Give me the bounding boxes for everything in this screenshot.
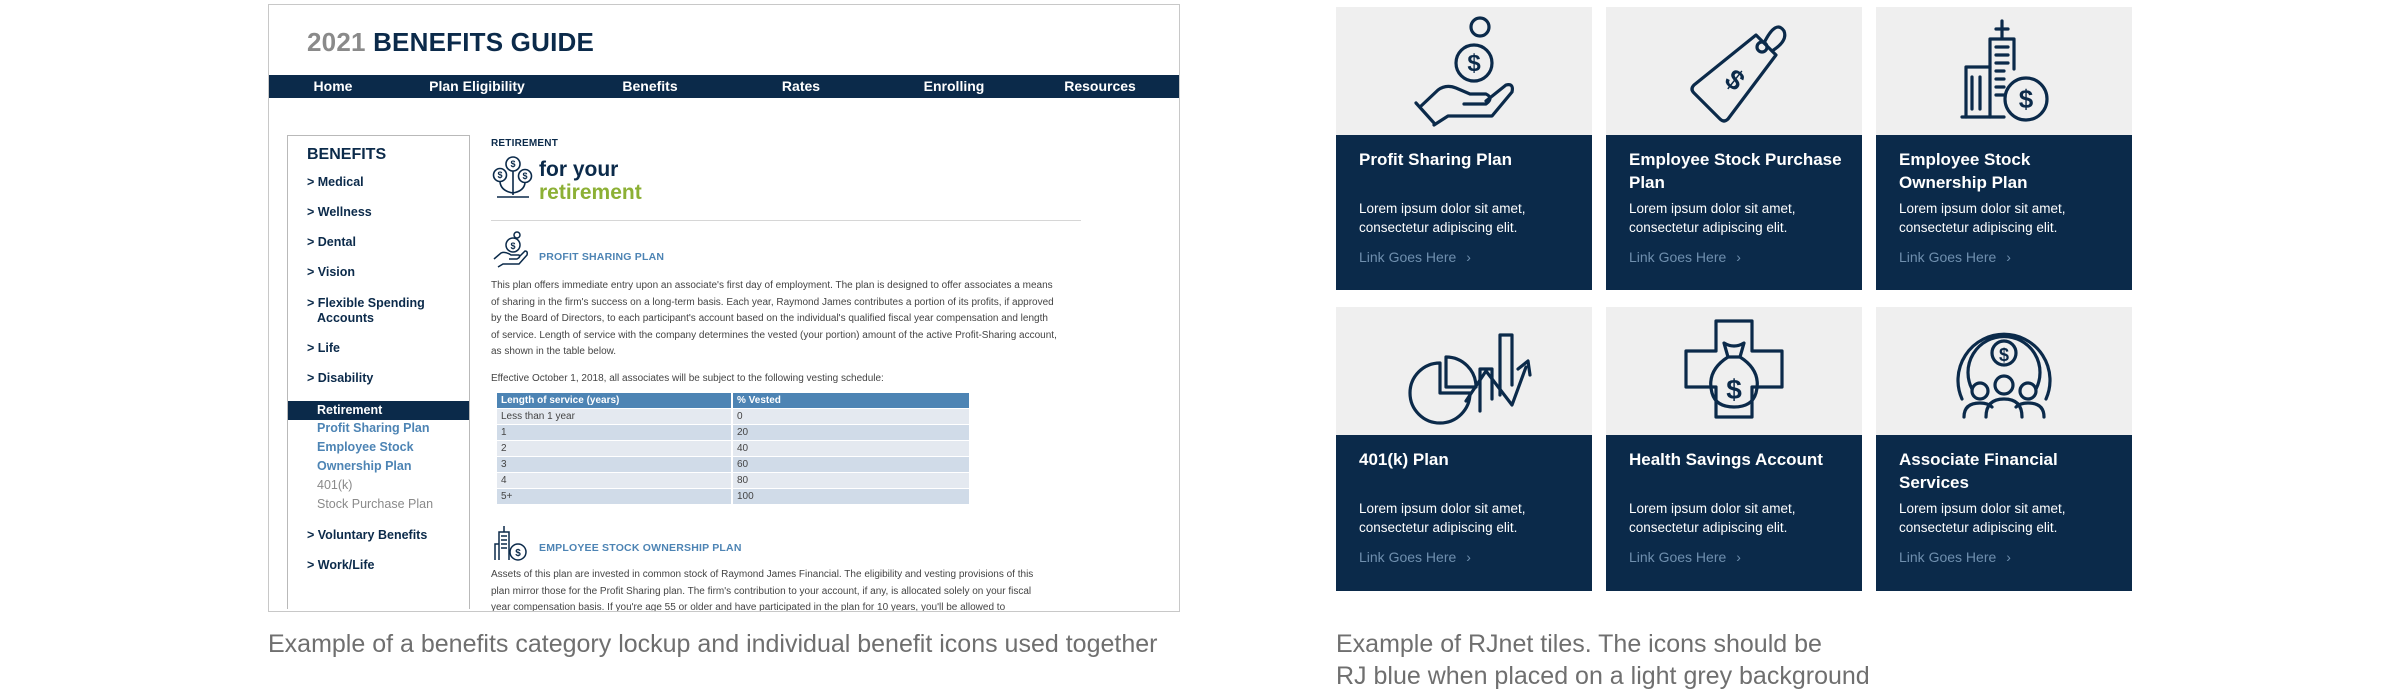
tile-link-label: Link Goes Here bbox=[1359, 549, 1457, 565]
tile-icon-area bbox=[1336, 307, 1592, 435]
svg-text:$: $ bbox=[510, 159, 516, 169]
sidebar-item-flexible-spending[interactable]: > Flexible Spending bbox=[307, 296, 425, 310]
table-cell: 60 bbox=[733, 457, 969, 472]
svg-text:$: $ bbox=[1726, 374, 1742, 405]
esop-paragraph bbox=[491, 567, 1081, 612]
tile-title: Associate Financial Services bbox=[1899, 450, 2058, 492]
tile-title: Employee Stock Ownership Plan bbox=[1899, 150, 2031, 192]
tile-body bbox=[1606, 135, 1862, 290]
chevron-right-icon: › bbox=[1466, 249, 1471, 265]
tile-link[interactable] bbox=[1359, 549, 1471, 565]
tile-link[interactable] bbox=[1359, 249, 1471, 265]
lockup-line-1: for your bbox=[539, 158, 619, 181]
tile-icon-area bbox=[1336, 7, 1592, 135]
table-cell: Less than 1 year bbox=[497, 409, 733, 424]
lockup-line-2: retirement bbox=[539, 181, 642, 204]
table-row bbox=[497, 489, 969, 504]
table-cell: 4 bbox=[497, 473, 733, 488]
svg-text:$: $ bbox=[497, 170, 503, 180]
table-cell: 100 bbox=[733, 489, 969, 504]
benefits-sidebar bbox=[287, 135, 470, 609]
tile-icon-area bbox=[1876, 307, 2132, 435]
tile-body bbox=[1606, 435, 1862, 591]
tile-description: Lorem ipsum dolor sit amet, consectetur adipiscing elit. bbox=[1899, 201, 2066, 235]
sidebar-sub-401k[interactable]: 401(k) bbox=[317, 478, 353, 492]
tile-description: Lorem ipsum dolor sit amet, consectetur adipiscing elit. bbox=[1629, 501, 1796, 535]
caption-right-line-1: Example of RJnet tiles. The icons should be bbox=[1336, 630, 1822, 658]
nav-benefits[interactable]: Benefits bbox=[622, 78, 678, 94]
caption-right-line-2: RJ blue when placed on a light grey background bbox=[1336, 662, 1870, 690]
paragraph-line: as shown in the table below. bbox=[491, 346, 617, 357]
sidebar-sub-profit-sharing[interactable]: Profit Sharing Plan bbox=[317, 421, 430, 435]
sidebar-item-flexible-spending-cont[interactable]: Accounts bbox=[317, 311, 374, 325]
tile-link[interactable] bbox=[1899, 249, 2011, 265]
guide-title bbox=[307, 27, 594, 58]
nav-enrolling[interactable]: Enrolling bbox=[923, 78, 985, 94]
nav-home[interactable]: Home bbox=[313, 78, 353, 94]
tile-link[interactable] bbox=[1899, 549, 2011, 565]
sidebar-sub-ownership-plan[interactable]: Ownership Plan bbox=[317, 459, 412, 473]
paragraph-line: Assets of this plan are invested in common stock of Raymond James Financial. The eligibility and vesting provisions of this bbox=[491, 569, 1034, 580]
svg-text:$: $ bbox=[1467, 50, 1481, 77]
nav-rates[interactable]: Rates bbox=[781, 78, 821, 94]
cross-money-bag-icon bbox=[1606, 307, 1862, 435]
sidebar-item-disability[interactable]: > Disability bbox=[307, 371, 374, 385]
sidebar-sub-stock-purchase[interactable]: Stock Purchase Plan bbox=[317, 497, 434, 511]
tile-icon-area bbox=[1876, 7, 2132, 135]
tile-link-label: Link Goes Here bbox=[1629, 549, 1727, 565]
pie-bar-chart-icon bbox=[1336, 307, 1592, 435]
people-coin-icon bbox=[1876, 307, 2132, 435]
table-row bbox=[497, 457, 969, 472]
tile-description: Lorem ipsum dolor sit amet, consectetur adipiscing elit. bbox=[1359, 201, 1526, 235]
sidebar-item-voluntary-benefits[interactable]: > Voluntary Benefits bbox=[307, 528, 428, 542]
tile-description: Lorem ipsum dolor sit amet, consectetur adipiscing elit. bbox=[1629, 201, 1796, 235]
sidebar-item-dental[interactable]: > Dental bbox=[307, 235, 356, 249]
table-cell: 40 bbox=[733, 441, 969, 456]
tile-title: Employee Stock Purchase Plan bbox=[1629, 150, 1842, 192]
benefits-guide-mockup bbox=[268, 4, 1180, 612]
building-coin-icon bbox=[1876, 7, 2132, 135]
tile-link-label: Link Goes Here bbox=[1899, 549, 1997, 565]
table-header: % Vested bbox=[733, 393, 969, 408]
paragraph-line: of service. Length of service with the company determines the vested (your portion) amount of the active Profit-Sharing account, bbox=[491, 329, 1057, 341]
tile-link-label: Link Goes Here bbox=[1629, 249, 1727, 265]
sidebar-item-medical[interactable]: > Medical bbox=[307, 175, 364, 189]
nav-plan-eligibility[interactable]: Plan Eligibility bbox=[429, 78, 525, 94]
tile-body bbox=[1336, 435, 1592, 591]
sidebar-item-life[interactable]: > Life bbox=[307, 341, 340, 355]
svg-text:$: $ bbox=[1719, 62, 1751, 97]
tile-title: Profit Sharing Plan bbox=[1359, 150, 1513, 169]
tile-body bbox=[1336, 135, 1592, 290]
table-header: Length of service (years) bbox=[497, 393, 733, 408]
chevron-right-icon: › bbox=[1736, 249, 1741, 265]
section-label: RETIREMENT bbox=[491, 138, 558, 149]
table-row bbox=[497, 409, 969, 424]
sidebar-item-vision[interactable]: > Vision bbox=[307, 265, 356, 279]
chevron-right-icon: › bbox=[2006, 549, 2011, 565]
profit-sharing-paragraph bbox=[491, 278, 1081, 361]
tile-link-label: Link Goes Here bbox=[1899, 249, 1997, 265]
building-coin-small-icon bbox=[491, 522, 531, 562]
effective-note: Effective October 1, 2018, all associates will be subject to the following vesting schedule: bbox=[491, 373, 884, 384]
price-tag-dollar-icon bbox=[1606, 7, 1862, 135]
guide-title-year: 2021 bbox=[307, 27, 366, 57]
tile-description: Lorem ipsum dolor sit amet, consectetur adipiscing elit. bbox=[1359, 501, 1526, 535]
sidebar-item-work-life[interactable]: > Work/Life bbox=[307, 558, 375, 572]
tile-title: 401(k) Plan bbox=[1359, 450, 1449, 469]
tile-icon-area bbox=[1606, 7, 1862, 135]
svg-text:$: $ bbox=[2018, 84, 2034, 114]
table-header-row bbox=[497, 393, 969, 408]
table-cell: 20 bbox=[733, 425, 969, 440]
table-row bbox=[497, 425, 969, 440]
divider bbox=[491, 220, 1081, 221]
sidebar-item-wellness[interactable]: > Wellness bbox=[307, 205, 372, 219]
table-row bbox=[497, 473, 969, 488]
tile-description: Lorem ipsum dolor sit amet, consectetur adipiscing elit. bbox=[1899, 501, 2066, 535]
svg-text:$: $ bbox=[522, 171, 528, 181]
table-cell: 0 bbox=[733, 409, 969, 424]
caption-left: Example of a benefits category lockup and individual benefit icons used together bbox=[268, 630, 1158, 658]
hand-coin-icon bbox=[1336, 7, 1592, 135]
paragraph-line: This plan offers immediate entry upon an associate's first day of employment. The plan is designed to offer associates a means bbox=[491, 280, 1053, 291]
paragraph-line: year compensation basis. If you're age 55 or older and have participated in the plan for 10 years, you'll be allowed to bbox=[491, 602, 1006, 612]
tile-body bbox=[1876, 135, 2132, 290]
tile-body bbox=[1876, 435, 2132, 591]
table-row bbox=[497, 441, 969, 456]
chevron-right-icon: › bbox=[1466, 549, 1471, 565]
guide-title-text: BENEFITS GUIDE bbox=[373, 27, 595, 57]
table-cell: 3 bbox=[497, 457, 733, 472]
chevron-right-icon: › bbox=[2006, 249, 2011, 265]
profit-sharing-heading: PROFIT SHARING PLAN bbox=[539, 251, 665, 263]
svg-text:$: $ bbox=[1998, 345, 2010, 365]
tile-link-label: Link Goes Here bbox=[1359, 249, 1457, 265]
money-plant-icon bbox=[491, 155, 535, 201]
sidebar-heading: BENEFITS bbox=[307, 146, 387, 163]
table-cell: 2 bbox=[497, 441, 733, 456]
tile-title: Health Savings Account bbox=[1629, 450, 1823, 469]
tile-icon-area bbox=[1606, 307, 1862, 435]
table-cell: 5+ bbox=[497, 489, 733, 504]
chevron-right-icon: › bbox=[1736, 549, 1741, 565]
svg-text:$: $ bbox=[510, 241, 516, 251]
svg-text:$: $ bbox=[515, 548, 521, 559]
table-cell: 1 bbox=[497, 425, 733, 440]
sidebar-item-retirement-active[interactable] bbox=[288, 401, 469, 420]
tile-link[interactable] bbox=[1629, 249, 1741, 265]
paragraph-line: plan mirror those for the Profit Sharing plan. The firm's contribution to your account, if any, is allocated solely on your fiscal bbox=[491, 585, 1032, 597]
sidebar-active-label: Retirement bbox=[317, 403, 383, 417]
paragraph-line: of sharing in the firm's success on a long-term basis. Each year, Raymond James contributes a portion of its profits, if approved bbox=[491, 296, 1054, 308]
paragraph-line: by the Board of Directors, to each participant's account based on the individual's qualified fiscal year compensation and length bbox=[491, 313, 1048, 324]
table-cell: 80 bbox=[733, 473, 969, 488]
esop-heading: EMPLOYEE STOCK OWNERSHIP PLAN bbox=[539, 542, 742, 554]
top-navigation bbox=[269, 75, 1179, 98]
nav-resources[interactable]: Resources bbox=[1064, 78, 1136, 94]
tile-link[interactable] bbox=[1629, 549, 1741, 565]
hand-coin-small-icon bbox=[491, 231, 529, 269]
vesting-table bbox=[497, 392, 969, 505]
sidebar-sub-employee-stock[interactable]: Employee Stock bbox=[317, 440, 414, 454]
